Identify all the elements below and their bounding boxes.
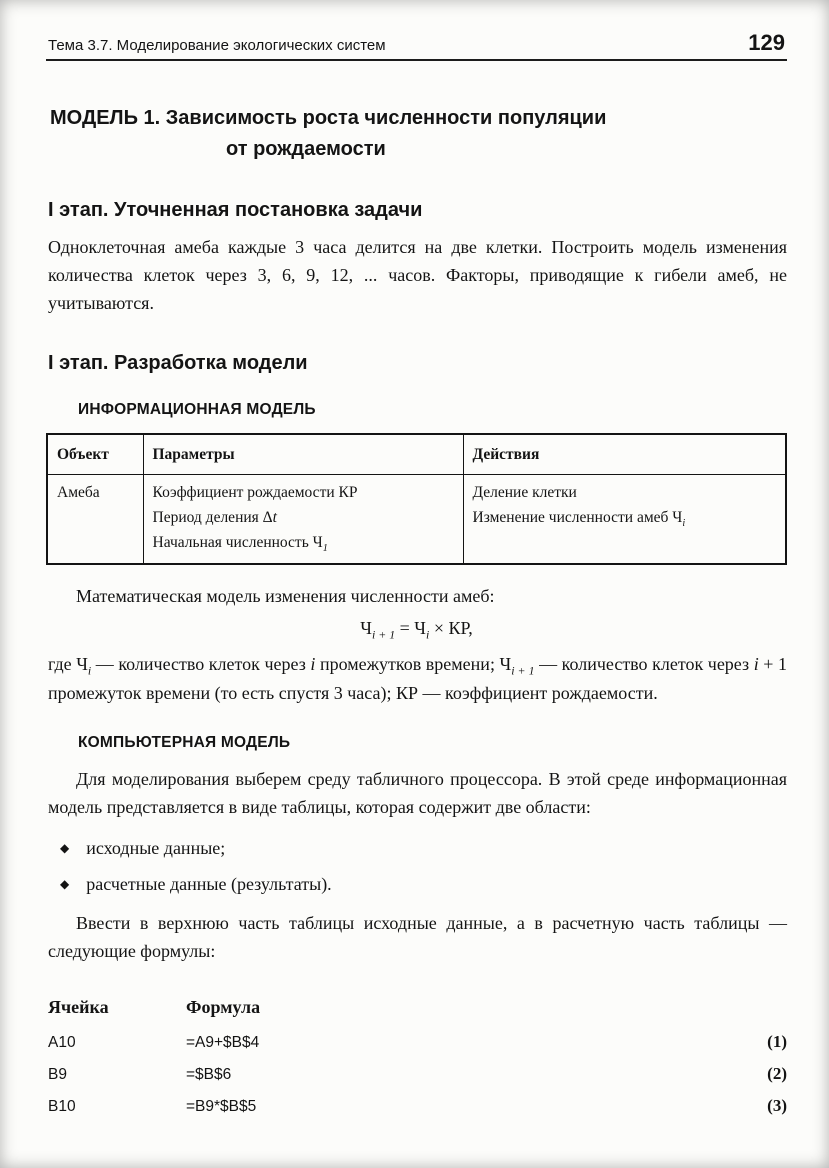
text-segment: промежутков времени; Ч — [315, 654, 512, 675]
table-header-row — [47, 434, 786, 475]
text-segment: — количество клеток через — [91, 654, 311, 675]
section-heading-problem-statement: I этап. Уточненная постановка задачи — [48, 199, 423, 221]
running-title: Тема 3.7. Моделирование экологических систем — [48, 37, 386, 54]
problem-statement-text: Одноклеточная амеба каждые 3 часа делится на две клетки. Построить модель изменения количества клеток через 3, 6, 9, 12, ... часов. Факторы, приводящие к гибели амеб, не учитываются. — [48, 237, 787, 313]
parameters-cell — [143, 474, 463, 563]
subscript-i-plus-1: i + 1 — [511, 663, 535, 678]
formula-row-b10 — [48, 1090, 787, 1122]
cell-reference: A10 — [48, 1033, 76, 1051]
cell-reference: B10 — [48, 1098, 76, 1116]
parameter-division-period — [153, 505, 454, 530]
math-model-intro: Математическая модель изменения численности амеб: — [76, 585, 495, 606]
list-item-source-data — [60, 838, 787, 859]
formula-row-b9 — [48, 1058, 787, 1090]
computer-model-intro: Для моделирования выберем среду табличного процессора. В этой среде информационная модель представляется в виде таблицы, которая содержит две области: — [48, 769, 787, 817]
parameter-initial-count — [153, 530, 454, 558]
math-formula — [46, 618, 787, 643]
action-cell-division: Деление клетки — [472, 483, 577, 501]
information-model-table — [46, 433, 787, 565]
cell-formula: =$B$6 — [186, 1066, 232, 1084]
diamond-bullet-icon: ◆ — [60, 840, 70, 855]
actions-cell — [463, 474, 786, 563]
subheading-information-model: ИНФОРМАЦИОННАЯ МОДЕЛЬ — [78, 400, 316, 418]
text-segment: Изменение численности амеб Ч — [472, 508, 683, 526]
model-title-line2: от рождаемости — [226, 138, 386, 160]
variable-t: t — [272, 508, 277, 526]
page-number: 129 — [748, 30, 785, 55]
subscript-i: i — [682, 517, 686, 529]
column-header-formula: Формула — [186, 996, 261, 1017]
equation-number: (2) — [767, 1064, 787, 1084]
object-cell: Амеба — [47, 474, 143, 563]
formulas-table — [48, 990, 787, 1123]
formula-explanation — [48, 651, 787, 708]
table-row-ameba — [47, 474, 786, 563]
cell-reference: B9 — [48, 1066, 67, 1084]
column-header-parameters: Параметры — [143, 434, 463, 475]
section-heading-model-development: I этап. Разработка модели — [48, 351, 308, 374]
column-header-object: Объект — [47, 434, 143, 475]
column-header-actions: Действия — [463, 434, 786, 475]
model-title-line1: МОДЕЛЬ 1. Зависимость роста численности популяции — [50, 107, 607, 129]
list-item-text: исходные данные; — [86, 837, 226, 858]
variable-i: i — [753, 654, 759, 675]
list-item-text: расчетные данные (результаты). — [86, 873, 332, 894]
equation-number: (1) — [767, 1031, 787, 1051]
text-segment: — количество клеток через — [534, 654, 754, 675]
column-header-cell: Ячейка — [48, 996, 109, 1017]
text-segment: × КР, — [429, 617, 473, 638]
model-title — [50, 103, 787, 165]
cell-formula: =B9*$B$5 — [186, 1098, 257, 1116]
text-segment: + 1 промежуток времени (то есть спустя 3 часа); КР — коэффициент рождаемости. — [48, 654, 787, 704]
parameter-birth-rate: Коэффициент рождаемости КР — [152, 483, 358, 501]
formula-subscript-i: i — [426, 627, 430, 642]
variable-i: i — [310, 654, 316, 675]
action-count-change — [473, 505, 777, 533]
subscript-1: 1 — [322, 543, 328, 555]
page-header — [46, 26, 787, 61]
formula-subscript-i-plus-1: i + 1 — [371, 627, 396, 642]
text-segment: = Ч — [395, 617, 427, 638]
list-item-calculated-data — [60, 874, 787, 895]
subheading-computer-model: КОМПЬЮТЕРНАЯ МОДЕЛЬ — [78, 734, 291, 752]
table-areas-list — [46, 838, 787, 895]
formulas-instruction: Ввести в верхнюю часть таблицы исходные данные, а в расчетную часть таблицы — следующие формулы: — [48, 912, 787, 961]
subscript-i: i — [87, 663, 92, 678]
formula-row-a10 — [48, 1026, 787, 1058]
text-segment: Период деления Δ — [152, 508, 273, 526]
text-segment: Начальная численность Ч — [152, 534, 323, 551]
cell-formula: =A9+$B$4 — [186, 1033, 260, 1051]
text-segment: где Ч — [48, 654, 88, 675]
equation-number: (3) — [767, 1096, 787, 1116]
diamond-bullet-icon: ◆ — [60, 876, 70, 891]
text-segment: Ч — [360, 617, 372, 638]
formulas-header-row — [48, 990, 787, 1024]
